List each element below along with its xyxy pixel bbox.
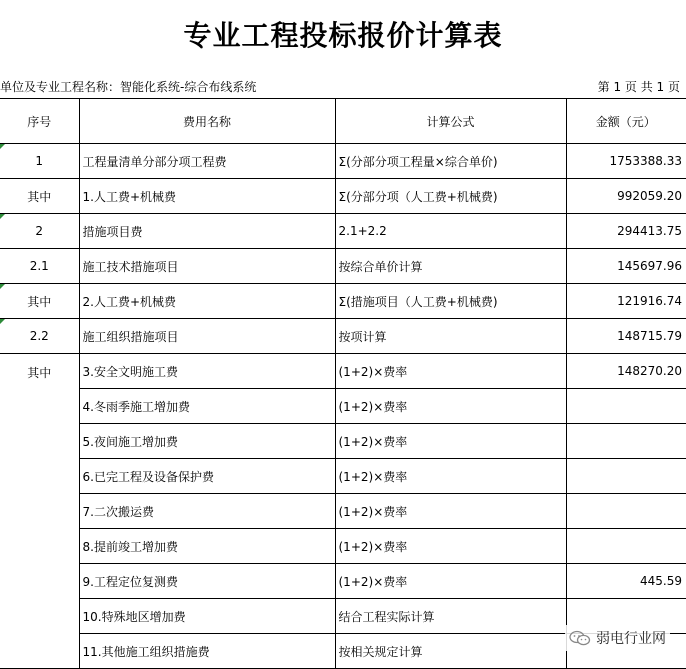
row-formula: (1+2)×费率 (335, 494, 566, 529)
row-name: 4.冬雨季施工增加费 (79, 389, 335, 424)
row-amount: 992059.20 (566, 179, 686, 214)
row-name: 1.人工费+机械费 (79, 179, 335, 214)
wechat-icon (569, 630, 591, 646)
table-row (0, 284, 686, 319)
table-header-row (0, 99, 686, 144)
row-no: 1 (0, 144, 79, 179)
row-amount: 145697.96 (566, 249, 686, 284)
watermark (565, 625, 670, 651)
unit-label: 单位及专业工程名称：智能化系统-综合布线系统 (0, 80, 257, 94)
table-row (0, 459, 686, 494)
row-amount: 148715.79 (566, 319, 686, 354)
row-name: 10.特殊地区增加费 (79, 599, 335, 634)
header-amount: 金额（元） (566, 99, 686, 144)
table-row (0, 354, 686, 389)
header-no: 序号 (0, 99, 79, 144)
table-row (0, 389, 686, 424)
row-formula: (1+2)×费率 (335, 389, 566, 424)
row-name: 施工组织措施项目 (79, 319, 335, 354)
table-row (0, 529, 686, 564)
table-row (0, 494, 686, 529)
header-name: 费用名称 (79, 99, 335, 144)
row-formula: (1+2)×费率 (335, 424, 566, 459)
table-row (0, 564, 686, 599)
row-amount: 294413.75 (566, 214, 686, 249)
row-formula: 按相关规定计算 (335, 634, 566, 669)
table-row (0, 214, 686, 249)
row-formula: 2.1+2.2 (335, 214, 566, 249)
row-formula: 按综合单价计算 (335, 249, 566, 284)
row-amount: 121916.74 (566, 284, 686, 319)
row-name: 8.提前竣工增加费 (79, 529, 335, 564)
row-amount (566, 529, 686, 564)
row-amount: 148270.20 (566, 354, 686, 389)
row-name: 6.已完工程及设备保护费 (79, 459, 335, 494)
row-amount (566, 459, 686, 494)
row-no: 2 (0, 214, 79, 249)
row-name: 3.安全文明施工费 (79, 354, 335, 389)
row-no: 其中 (0, 354, 79, 669)
table-row (0, 144, 686, 179)
row-name: 5.夜间施工增加费 (79, 424, 335, 459)
row-no: 2.1 (0, 249, 79, 284)
row-name: 7.二次搬运费 (79, 494, 335, 529)
row-amount (566, 424, 686, 459)
row-amount: 1753388.33 (566, 144, 686, 179)
row-amount (566, 494, 686, 529)
table-row (0, 249, 686, 284)
row-name: 9.工程定位复测费 (79, 564, 335, 599)
row-amount (566, 389, 686, 424)
row-no: 其中 (0, 179, 79, 214)
table-row (0, 424, 686, 459)
row-name: 工程量清单分部分项工程费 (79, 144, 335, 179)
page-info: 第 1 页 共 1 页 (597, 80, 680, 94)
header-formula: 计算公式 (335, 99, 566, 144)
row-formula: (1+2)×费率 (335, 564, 566, 599)
table-row (0, 179, 686, 214)
row-formula: (1+2)×费率 (335, 459, 566, 494)
row-no: 2.2 (0, 319, 79, 354)
row-formula: (1+2)×费率 (335, 354, 566, 389)
row-formula: 结合工程实际计算 (335, 599, 566, 634)
quote-table (0, 98, 686, 669)
row-formula: Σ(措施项目（人工费+机械费) (335, 284, 566, 319)
watermark-text: 弱电行业网 (596, 631, 666, 647)
row-formula: 按项计算 (335, 319, 566, 354)
row-name: 11.其他施工组织措施费 (79, 634, 335, 669)
row-formula: Σ(分部分项工程量×综合单价) (335, 144, 566, 179)
row-name: 2.人工费+机械费 (79, 284, 335, 319)
row-name: 措施项目费 (79, 214, 335, 249)
page-title: 专业工程投标报价计算表 (183, 19, 503, 52)
row-name: 施工技术措施项目 (79, 249, 335, 284)
row-no: 其中 (0, 284, 79, 319)
table-row (0, 319, 686, 354)
row-formula: (1+2)×费率 (335, 529, 566, 564)
row-amount: 445.59 (566, 564, 686, 599)
row-formula: Σ(分部分项（人工费+机械费) (335, 179, 566, 214)
